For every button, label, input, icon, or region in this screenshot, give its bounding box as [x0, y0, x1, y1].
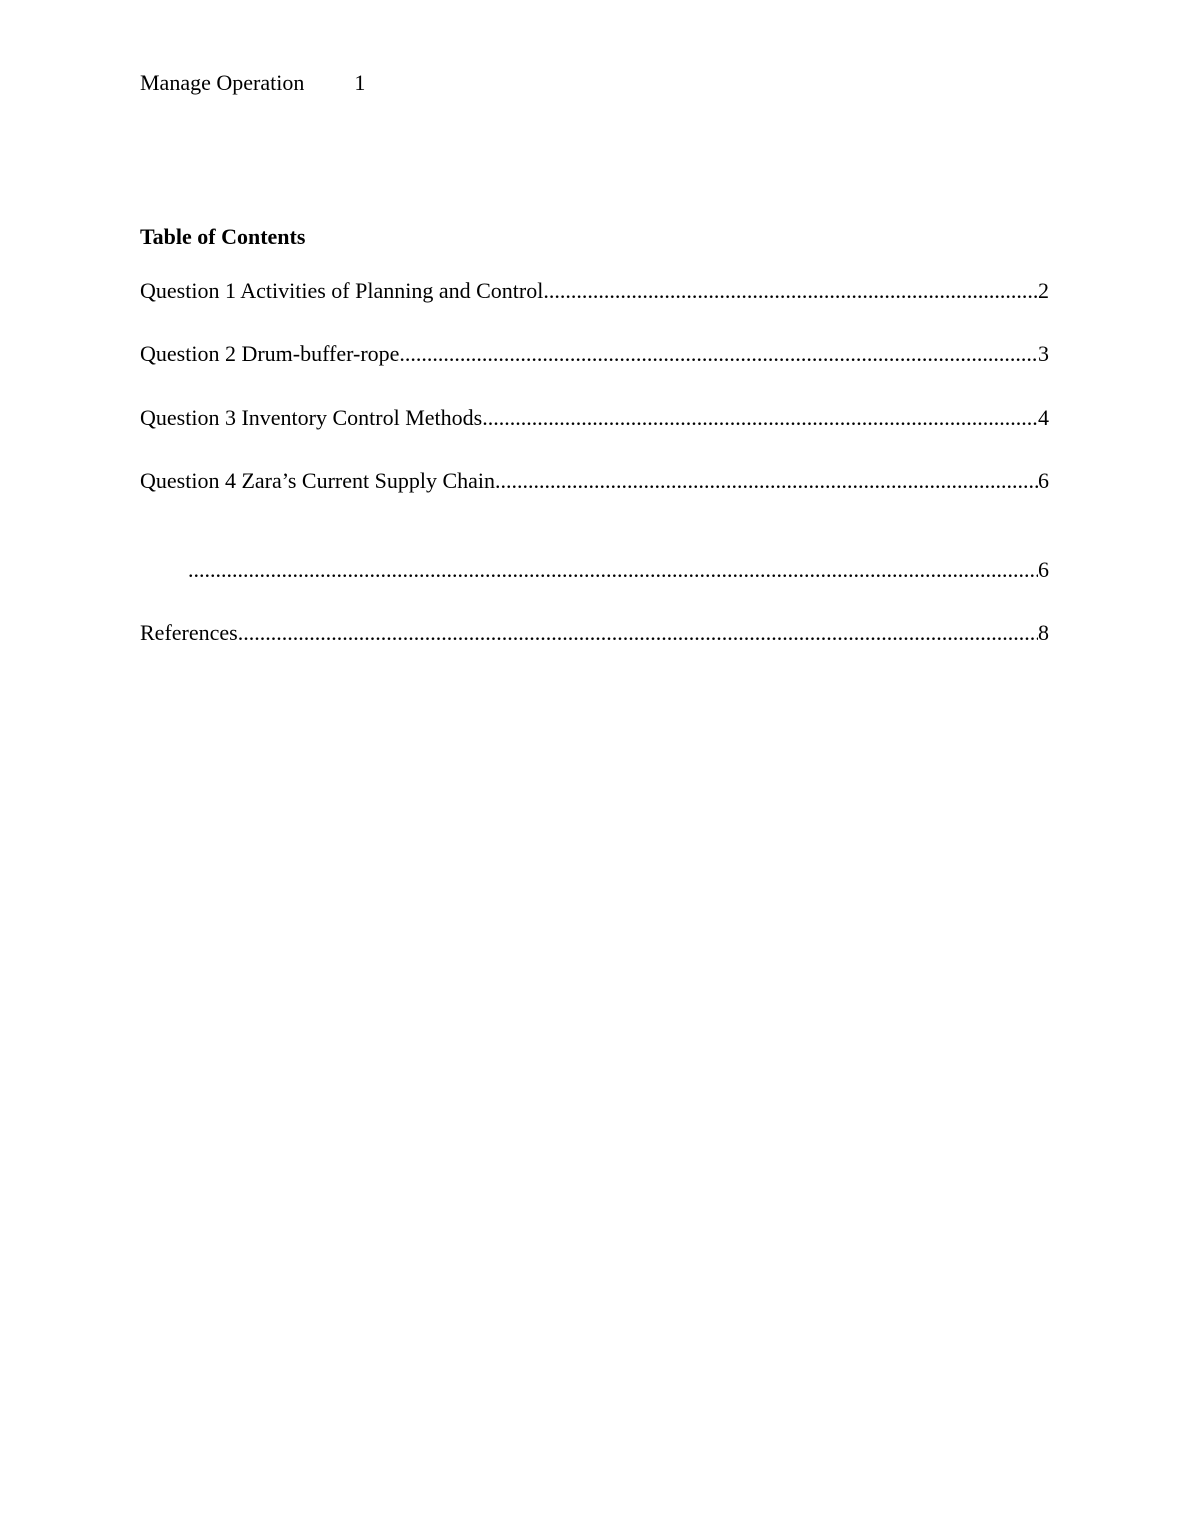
toc-entry-page: 3 — [1038, 341, 1049, 366]
toc-entry-question-1[interactable] — [140, 278, 1049, 304]
running-head — [140, 70, 365, 96]
toc-dot-leader — [495, 468, 1038, 494]
toc-dot-leader — [543, 278, 1038, 304]
toc-entry-text: Question 3 Inventory Control Methods — [140, 405, 483, 430]
toc-entry-text: Question 2 Drum-buffer-rope — [140, 341, 400, 366]
running-head-title: Manage Operation — [140, 70, 305, 95]
toc-entry-page: 2 — [1038, 278, 1049, 303]
toc-dot-leader — [399, 341, 1038, 367]
toc-entry-references[interactable] — [140, 620, 1049, 646]
toc-entry-text: References — [140, 620, 238, 645]
toc-title: Table of Contents — [140, 224, 306, 249]
toc-entry-untitled[interactable] — [188, 557, 1049, 583]
toc-entry-page: 8 — [1038, 620, 1049, 645]
toc-entry-page: 4 — [1038, 405, 1049, 430]
page-number: 1 — [354, 70, 366, 95]
toc-dot-leader — [482, 405, 1038, 431]
toc-dot-leader — [188, 557, 1038, 583]
toc-entry-question-4[interactable] — [140, 468, 1049, 494]
toc-entry-text: Question 1 Activities of Planning and Control — [140, 278, 544, 303]
toc-entry-text: Question 4 Zara’s Current Supply Chain — [140, 468, 496, 493]
toc-entry-question-3[interactable] — [140, 405, 1049, 431]
toc-entry-page: 6 — [1038, 557, 1049, 582]
toc-entry-page: 6 — [1038, 468, 1049, 493]
toc-dot-leader — [238, 620, 1038, 646]
toc-entry-question-2[interactable] — [140, 341, 1049, 367]
